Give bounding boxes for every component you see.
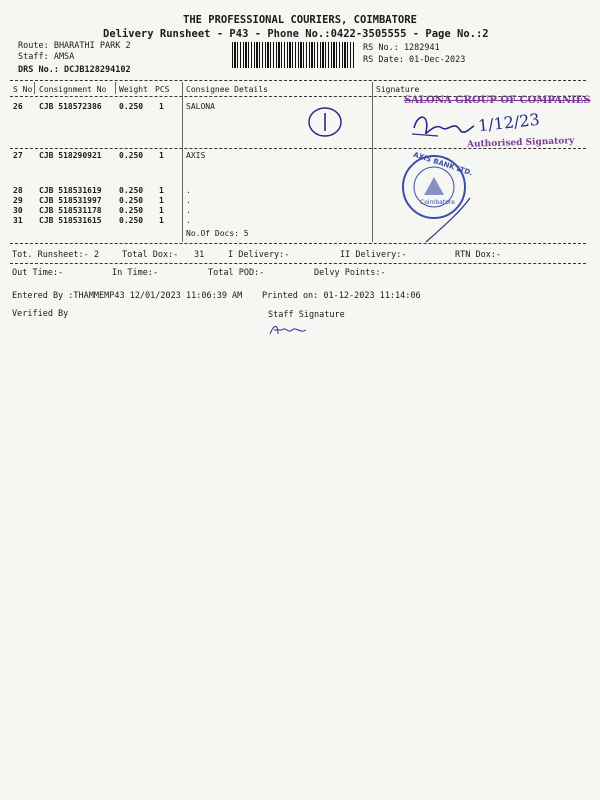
tot-runsheet: Tot. Runsheet:- 2 (12, 250, 99, 260)
axis-city-text: Coimbatore (420, 199, 455, 206)
rule-table-bottom (10, 243, 586, 244)
in-time: In Time:- (112, 268, 159, 278)
company-title: THE PROFESSIONAL COURIERS, COIMBATORE (183, 14, 417, 26)
no-of-docs: No.Of Docs: 5 (186, 229, 249, 238)
header-sno: S No (13, 85, 33, 94)
staff-label: Staff: AMSA (18, 52, 75, 62)
row-pcs: 1 (159, 196, 164, 205)
staff-signature-label: Staff Signature (268, 310, 345, 320)
row-pcs: 1 (159, 206, 164, 215)
printed-on: Printed on: 01-12-2023 11:14:06 (262, 291, 421, 301)
route-label: Route: BHARATHI PARK 2 (18, 41, 131, 51)
col-sep (372, 82, 373, 242)
axis-bank-text: AXIS BANK LTD. (412, 150, 474, 178)
row-sno: 28 (13, 186, 23, 195)
staff-signature-scribble (268, 322, 310, 338)
handwritten-date: 1/12/23 (477, 109, 541, 136)
handwritten-signature (408, 108, 478, 142)
out-time: Out Time:- (12, 268, 64, 278)
row-sno: 30 (13, 206, 23, 215)
row-pcs: 1 (159, 151, 164, 160)
i-delivery: I Delivery:- (228, 250, 290, 260)
row-pcs: 1 (159, 102, 164, 111)
runsheet-subtitle: Delivery Runsheet - P43 - Phone No.:0422-3505555 - Page No.:2 (103, 28, 489, 40)
row-consignee: SALONA (186, 102, 215, 111)
total-pod: Total POD:- (208, 268, 265, 278)
row-sno: 26 (13, 102, 23, 111)
row-consignment: CJB 518531997 (39, 196, 102, 205)
header-pcs: PCS (155, 85, 170, 94)
header-weight: Weight (119, 85, 148, 94)
row-consignment: CJB 518531615 (39, 216, 102, 225)
row-consignee: AXIS (186, 151, 206, 160)
rs-date: RS Date: 01-Dec-2023 (363, 55, 466, 65)
row-weight: 0.250 (119, 151, 144, 160)
row-weight: 0.250 (119, 216, 144, 225)
barcode (232, 42, 355, 68)
row-consignee: . (186, 216, 191, 225)
row-pcs: 1 (159, 216, 164, 225)
signature-stroke (420, 196, 480, 246)
row-pcs: 1 (159, 186, 164, 195)
rule-summary (10, 263, 586, 264)
col-sep (34, 82, 35, 94)
row-weight: 0.250 (119, 102, 144, 111)
col-sep (182, 82, 183, 242)
row-consignment: CJB 518290921 (39, 151, 102, 160)
row-consignment: CJB 518531619 (39, 186, 102, 195)
col-sep (115, 82, 116, 94)
header-signature: Signature (376, 85, 420, 94)
rule-top (10, 80, 586, 81)
row-consignee: . (186, 196, 191, 205)
row-sno: 31 (13, 216, 23, 225)
row-consignee: . (186, 206, 191, 215)
rtn-dox: RTN Dox:- (455, 250, 502, 260)
drs-number: DRS No.: DCJB128294102 (18, 65, 131, 75)
row-weight: 0.250 (119, 206, 144, 215)
delvy-points: Delvy Points:- (314, 268, 386, 278)
rs-number: RS No.: 1282941 (363, 43, 440, 53)
row-sno: 29 (13, 196, 23, 205)
row-sno: 27 (13, 151, 23, 160)
verified-by: Verified By (12, 309, 69, 319)
total-dox-label: Total Dox:- (122, 250, 179, 260)
total-dox-value: 31 (194, 250, 205, 260)
ii-delivery: II Delivery:- (340, 250, 407, 260)
row-consignment: CJB 518572386 (39, 102, 102, 111)
row-weight: 0.250 (119, 196, 144, 205)
header-consignee: Consignee Details (186, 85, 268, 94)
entered-by: Entered By :THAMMEMP43 12/01/2023 11:06:39 AM (12, 291, 243, 301)
row-consignment: CJB 518531178 (39, 206, 102, 215)
row-weight: 0.250 (119, 186, 144, 195)
salona-stamp: SALONA GROUP OF COMPANIES (404, 95, 591, 106)
header-consignment: Consignment No (39, 85, 107, 94)
authorised-signatory-stamp: Authorised Signatory (466, 136, 575, 150)
handwritten-circle-mark (305, 105, 345, 139)
row-consignee: . (186, 186, 191, 195)
